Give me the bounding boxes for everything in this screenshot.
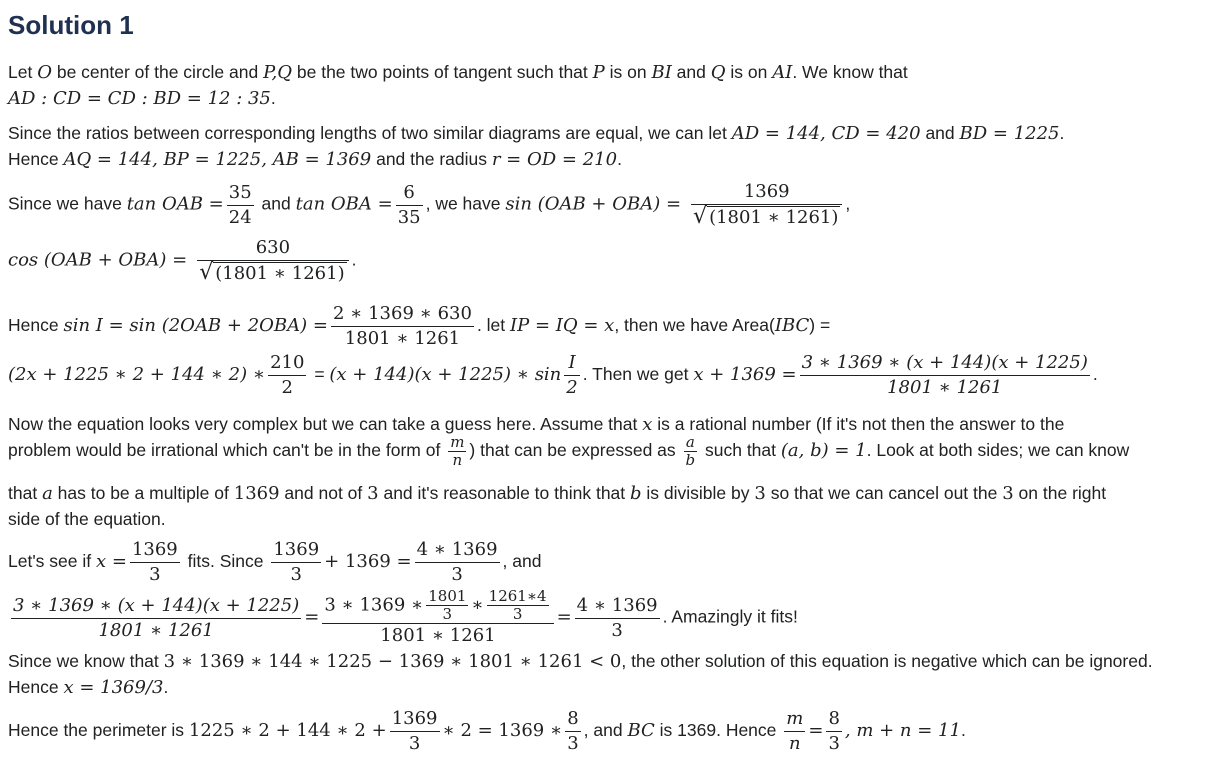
numerator — [322, 588, 553, 624]
para-line-14 — [8, 588, 798, 648]
text: has to be a multiple of — [52, 483, 234, 503]
math: x — [642, 414, 653, 435]
math: P,Q — [263, 62, 293, 83]
denominator — [197, 261, 348, 286]
para-line-13 — [8, 538, 541, 587]
fraction — [800, 351, 1090, 400]
fraction — [322, 588, 553, 648]
text: fits. Since — [182, 551, 269, 572]
operator: ∗ — [471, 594, 484, 616]
numerator: 1369 — [130, 538, 180, 563]
numerator: 1369 — [691, 180, 842, 205]
text: = — [309, 364, 330, 385]
fraction — [564, 351, 579, 400]
math: x = — [95, 551, 127, 573]
numerator: 1369 — [390, 707, 440, 732]
math: 3 — [367, 483, 379, 504]
math: = — [808, 720, 824, 742]
text: is on — [604, 62, 652, 82]
math: AI — [772, 62, 793, 83]
text: ) = — [809, 315, 831, 336]
numerator: 3 ∗ 1369 ∗ (x + 144)(x + 1225) — [800, 351, 1090, 376]
denominator: 3 — [408, 733, 421, 754]
denominator: 2 — [566, 377, 578, 398]
numerator: I — [564, 351, 579, 376]
math: (x + 144)(x + 1225) ∗ sin — [329, 364, 562, 386]
numerator: m — [450, 433, 465, 451]
fraction — [268, 351, 306, 400]
text: such that — [700, 440, 781, 461]
text: . — [163, 677, 169, 697]
fraction — [415, 538, 500, 587]
math: AD = 144, CD = 420 — [731, 123, 921, 144]
fraction — [197, 236, 348, 286]
fraction — [826, 707, 841, 756]
text: and — [920, 123, 960, 143]
text: . — [1059, 123, 1065, 143]
math: BC — [627, 720, 655, 742]
denominator: 24 — [228, 206, 252, 228]
text: . — [1092, 364, 1098, 385]
denominator: 3 — [451, 564, 463, 585]
numerator: 4 ∗ 1369 — [575, 594, 660, 619]
math: ∗ 2 = 1369 ∗ — [442, 720, 563, 742]
text: , we have — [425, 193, 506, 214]
text: Since the ratios between corresponding lengths of two similar diagrams are equal, we can let — [8, 123, 732, 143]
sqrt — [199, 261, 346, 286]
text: Hence the perimeter is — [8, 720, 189, 741]
radicand: (1801 ∗ 1261) — [709, 207, 839, 228]
math: + 1369 = — [324, 551, 412, 573]
numerator: 1261∗4 — [488, 587, 547, 605]
fraction — [575, 594, 660, 643]
math: sin I = sin (2OAB + 2OBA) = — [63, 315, 328, 337]
math: tan OAB = — [126, 193, 224, 215]
fraction — [227, 181, 254, 230]
math: AD : CD = CD : BD = 12 : 35 — [8, 88, 271, 109]
denominator: 3 — [442, 605, 453, 623]
text: . — [617, 149, 622, 169]
math: 3 — [754, 483, 766, 504]
text: Since we know that — [8, 651, 164, 671]
math: a — [42, 483, 53, 504]
para-line-10 — [8, 434, 1129, 469]
text: is on — [725, 62, 773, 82]
para-line-16 — [8, 675, 168, 700]
fraction — [331, 302, 474, 351]
text: . — [270, 88, 276, 108]
text: be the two points of tangent such that — [292, 62, 593, 82]
math: r = OD = 210 — [491, 149, 618, 170]
denominator: 35 — [397, 206, 421, 228]
fraction — [130, 538, 180, 587]
fraction — [271, 538, 321, 587]
numerator: 2 ∗ 1369 ∗ 630 — [331, 302, 474, 327]
math: IBC — [774, 315, 810, 337]
numerator: 35 — [227, 181, 254, 206]
text: and — [671, 62, 711, 82]
radical-sign: √ — [693, 204, 708, 229]
text: . Look at both sides; we can know — [866, 440, 1130, 461]
fraction — [784, 707, 805, 756]
para-line-3 — [8, 121, 1064, 146]
denominator: 2 — [281, 377, 293, 398]
denominator: 1801 ∗ 1261 — [344, 328, 461, 349]
math: (2x + 1225 ∗ 2 + 144 ∗ 2) ∗ — [8, 364, 266, 386]
denominator: 3 — [828, 733, 840, 754]
fraction — [390, 707, 440, 756]
math: IP = IQ = x — [510, 315, 615, 337]
math: 3 — [1002, 483, 1014, 504]
para-line-5 — [8, 180, 850, 230]
text: . let — [476, 315, 511, 336]
text: and — [256, 193, 296, 214]
text: Now the equation looks very complex but we can take a guess here. Assume that — [8, 414, 643, 434]
text: Hence — [8, 315, 64, 336]
text: , then we have Area( — [614, 315, 775, 336]
math: = — [304, 606, 320, 628]
text: . We know that — [792, 62, 908, 82]
para-line-17 — [8, 707, 966, 756]
denominator: n — [452, 451, 463, 469]
text: ) that can be expressed as — [469, 440, 681, 461]
text: . Amazingly it fits! — [662, 606, 798, 627]
math: cos (OAB + OBA) = — [8, 249, 188, 271]
math: (a, b) = 1 — [780, 440, 867, 462]
fraction — [11, 594, 301, 643]
math: BI — [651, 62, 672, 83]
text: and the radius — [371, 149, 492, 169]
text: , — [845, 193, 851, 214]
fraction — [565, 707, 580, 756]
denominator: 3 — [512, 605, 523, 623]
numerator: 3 ∗ 1369 ∗ (x + 144)(x + 1225) — [11, 594, 301, 619]
small-fraction — [426, 588, 468, 623]
numerator: 1369 — [271, 538, 321, 563]
denominator — [691, 205, 842, 230]
numerator: 630 — [197, 236, 348, 261]
math: AQ = 144, BP = 1225, AB = 1369 — [63, 149, 372, 170]
text: Hence — [8, 149, 64, 169]
denominator: 1801 ∗ 1261 — [380, 625, 496, 646]
denominator: 3 — [611, 619, 623, 641]
math: b — [630, 483, 642, 504]
fraction — [396, 181, 423, 230]
text: and not of — [279, 483, 368, 503]
text: be center of the circle and — [51, 62, 264, 82]
math: tan OBA = — [295, 193, 393, 215]
para-line-2 — [8, 86, 276, 111]
text: is divisible by — [641, 483, 755, 503]
text: , and — [502, 551, 542, 572]
para-line-8 — [8, 351, 1098, 400]
page-title: Solution 1 — [8, 10, 134, 40]
radicand: (1801 ∗ 1261) — [215, 263, 345, 284]
text: so that we can cancel out the — [765, 483, 1003, 503]
text: , the other solution of this equation is negative which can be ignored. — [621, 651, 1153, 671]
para-line-6 — [8, 236, 356, 286]
text: , and — [583, 720, 628, 741]
para-line-12 — [8, 507, 166, 531]
text: and it's reasonable to think that — [378, 483, 631, 503]
fraction — [684, 434, 698, 469]
math: sin (OAB + OBA) = — [505, 193, 682, 215]
text: side of the equation. — [8, 509, 166, 529]
numerator: 8 — [826, 707, 841, 732]
numerator: 6 — [396, 181, 423, 206]
text: . — [960, 720, 966, 741]
fraction — [691, 180, 842, 230]
math: , m + n = 11 — [844, 720, 961, 742]
math: x = 1369/3 — [63, 677, 164, 698]
text: Let — [8, 62, 38, 82]
sqrt — [693, 205, 840, 230]
para-line-7 — [8, 302, 830, 351]
text: Since we have — [8, 193, 127, 214]
small-fraction — [487, 588, 549, 623]
math: x + 1369 = — [693, 364, 797, 386]
para-line-15 — [8, 649, 1153, 674]
denominator: 1801 ∗ 1261 — [887, 377, 1003, 398]
numerator: 210 — [268, 351, 306, 376]
math: 1225 ∗ 2 + 144 ∗ 2 + — [188, 720, 387, 742]
math: 1369 — [233, 483, 280, 504]
numerator: 1801 — [428, 587, 467, 605]
text: Let's see if — [8, 551, 96, 572]
para-line-4 — [8, 147, 622, 172]
math: BD = 1225 — [959, 123, 1060, 144]
numerator: 8 — [565, 707, 580, 732]
radical-sign: √ — [199, 260, 214, 285]
text: is a rational number (If it's not then the answer to the — [652, 414, 1065, 434]
para-line-1 — [8, 60, 908, 85]
denominator: 1801 ∗ 1261 — [98, 619, 214, 641]
numerator: a — [684, 434, 698, 452]
denominator: 3 — [149, 564, 161, 585]
math: O — [37, 62, 52, 83]
numerator: m — [784, 707, 805, 732]
text: is 1369. Hence — [654, 720, 782, 741]
fraction — [448, 434, 466, 469]
math: 3 ∗ 1369 ∗ 144 ∗ 1225 − 1369 ∗ 1801 ∗ 1261 < 0 — [163, 651, 622, 672]
math: P — [592, 62, 605, 83]
math: = — [556, 606, 572, 628]
para-line-11 — [8, 481, 1106, 506]
denominator: 3 — [290, 564, 302, 585]
text: . — [351, 249, 357, 270]
text: Hence — [8, 677, 64, 697]
text: . Then we get — [582, 364, 694, 385]
text: that — [8, 483, 43, 503]
math: Q — [710, 62, 726, 83]
text: on the right — [1013, 483, 1107, 503]
denominator: n — [789, 733, 801, 754]
denominator: b — [685, 451, 696, 469]
numerator: 4 ∗ 1369 — [415, 538, 500, 563]
denominator: 3 — [567, 733, 579, 754]
numerator-part: 3 ∗ 1369 ∗ — [324, 594, 424, 616]
text: problem would be irrational which can't be in the form of — [8, 440, 446, 461]
